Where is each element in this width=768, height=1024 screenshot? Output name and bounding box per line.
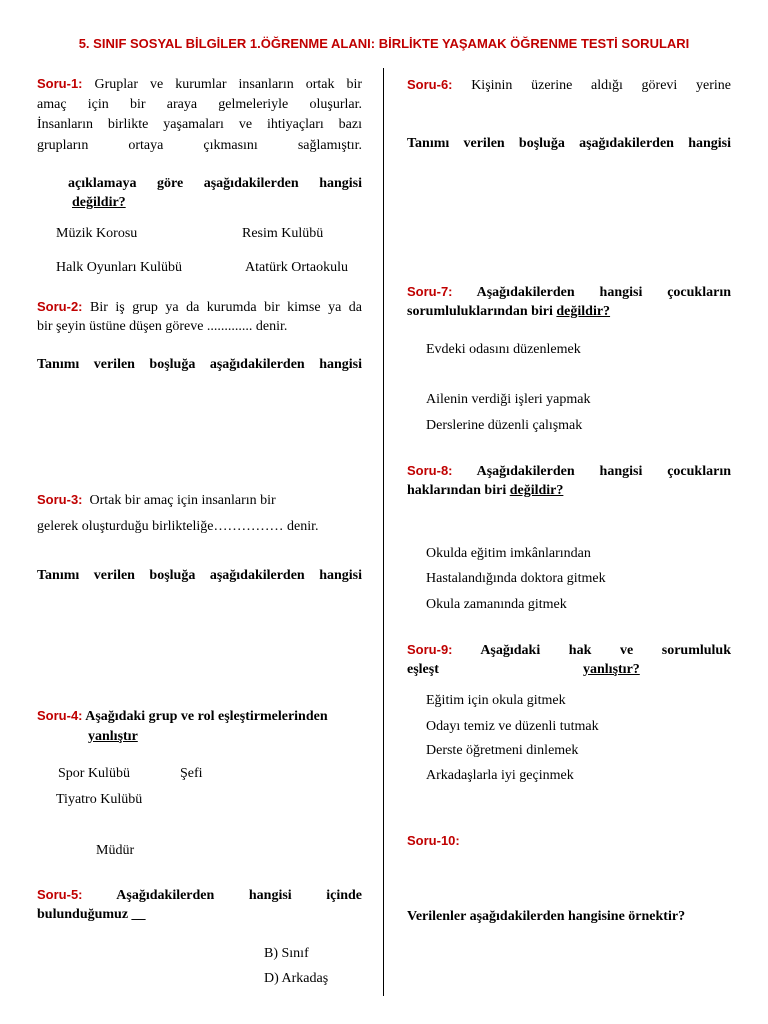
q8-option-1: Okulda eğitim imkânlarından <box>426 546 591 561</box>
q9-line-1: Soru-9: Aşağıdaki hak ve sorumluluk <box>407 642 731 658</box>
q2-ask: Tanımı verilen boşluğa aşağıdakilerden hangisi <box>37 357 362 372</box>
q7-label: Soru-7: <box>407 284 453 299</box>
q9-line-2a: eşleşt <box>407 662 439 677</box>
q1-line-1: Soru-1: Gruplar ve kurumlar insanların ortak bir <box>37 76 362 92</box>
q7-option-1: Evdeki odasını düzenlemek <box>426 342 581 357</box>
q8-option-2: Hastalandığında doktora gitmek <box>426 571 606 586</box>
q9-option-4: Arkadaşlarla iyi geçinmek <box>426 768 574 783</box>
q8-ask-negation: değildir? <box>509 483 564 498</box>
q9-option-3: Derste öğretmeni dinlemek <box>426 743 579 758</box>
q2-line-1: Soru-2: Bir iş grup ya da kurumda bir kimse ya da <box>37 299 362 315</box>
q9-label: Soru-9: <box>407 642 453 657</box>
q1-line-4: grupların ortaya çıkmasını sağlamıştır. <box>37 138 362 153</box>
q5-line-2: bulunduğumuz __ <box>37 907 146 922</box>
q2-line-2: bir şeyin üstüne düşen göreve ............. denir. <box>37 319 288 334</box>
q4-option-3: Müdür <box>96 843 135 858</box>
q4-option-1b: Şefi <box>180 766 203 781</box>
q2-label: Soru-2: <box>37 299 83 314</box>
q1-line-3: İnsanların birlikte yaşamaları ve ihtiyaçları bazı <box>37 117 362 132</box>
q3-line-2: gelerek oluşturduğu birlikteliğe…………… denir. <box>37 519 319 534</box>
q1-ask: açıklamaya göre aşağıdakilerden hangisi <box>68 176 362 191</box>
q6-line-1: Soru-6: Kişinin üzerine aldığı görevi yerine <box>407 77 731 93</box>
q1-option-2: Resim Kulübü <box>242 226 324 241</box>
q9-option-1: Eğitim için okula gitmek <box>426 693 566 708</box>
q4-option-2: Tiyatro Kulübü <box>56 792 143 807</box>
q4-ask-negation: yanlıştır <box>88 729 138 744</box>
q1-option-4: Atatürk Ortaokulu <box>245 260 349 275</box>
q4-line-1: Soru-4: Aşağıdaki grup ve rol eşleştirmelerinden <box>37 708 328 724</box>
q9-option-2: Odayı temiz ve düzenli tutmak <box>426 719 599 734</box>
q3-ask: Tanımı verilen boşluğa aşağıdakilerden hangisi <box>37 568 362 583</box>
q5-label: Soru-5: <box>37 887 83 902</box>
column-divider <box>383 68 384 996</box>
q4-label: Soru-4: <box>37 708 83 723</box>
q3-label: Soru-3: <box>37 492 83 507</box>
q10-label: Soru-10: <box>407 833 460 848</box>
q7-line-1: Soru-7: Aşağıdakilerden hangisi çocukların <box>407 284 731 300</box>
q5-option-d: D) Arkadaş <box>264 971 329 986</box>
q7-line-2: sorumluluklarından biri değildir? <box>407 304 611 319</box>
q6-ask: Tanımı verilen boşluğa aşağıdakilerden hangisi <box>407 136 731 151</box>
q4-option-1a: Spor Kulübü <box>58 766 130 781</box>
q1-option-1: Müzik Korosu <box>56 226 138 241</box>
q7-option-2: Ailenin verdiği işleri yapmak <box>426 392 591 407</box>
q10-label-line <box>407 831 460 852</box>
q8-line-1: Soru-8: Aşağıdakilerden hangisi çocukların <box>407 463 731 479</box>
q7-ask-negation: değildir? <box>556 304 611 319</box>
q1-ask-negation: değildir? <box>72 195 126 210</box>
q8-line-2: haklarından biri değildir? <box>407 483 564 498</box>
q1-line-2: amaç için bir araya gelmeleriyle oluşurlar. <box>37 97 362 112</box>
q8-label: Soru-8: <box>407 463 453 478</box>
q3-line-1: Soru-3: Ortak bir amaç için insanların bir <box>37 492 276 508</box>
q1-label: Soru-1: <box>37 76 83 91</box>
q1-option-3: Halk Oyunları Kulübü <box>56 260 182 275</box>
q9-ask-negation: yanlıştır? <box>583 662 640 677</box>
q7-option-3: Derslerine düzenli çalışmak <box>426 418 583 433</box>
q5-option-b: B) Sınıf <box>264 946 309 961</box>
q10-ask: Verilenler aşağıdakilerden hangisine örnektir? <box>407 909 686 924</box>
q8-option-3: Okula zamanında gitmek <box>426 597 567 612</box>
q6-label: Soru-6: <box>407 77 453 92</box>
page-title: 5. SINIF SOSYAL BİLGİLER 1.ÖĞRENME ALANI: BİRLİKTE YAŞAMAK ÖĞRENME TESTİ SORULARI <box>78 36 690 51</box>
q5-line-1: Soru-5: Aşağıdakilerden hangisi içinde <box>37 887 363 903</box>
